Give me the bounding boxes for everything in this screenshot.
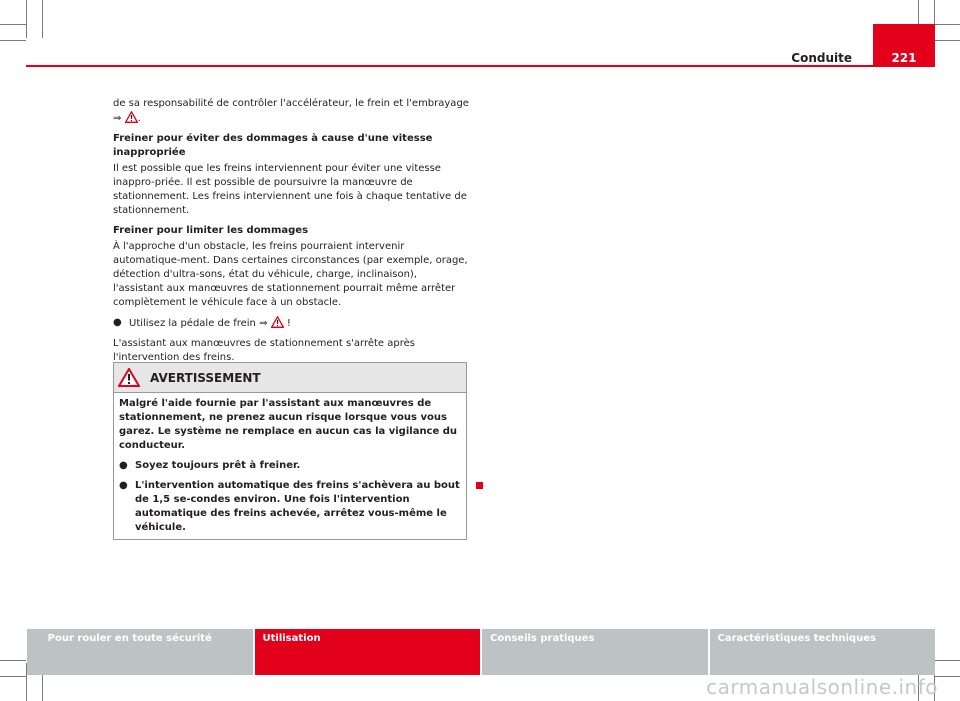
warning-title: AVERTISSEMENT	[150, 370, 261, 385]
crop-mark	[0, 40, 26, 41]
bullet-dot: ●	[119, 480, 128, 491]
section-heading: Freiner pour limiter les dommages	[113, 225, 309, 236]
crop-mark	[0, 660, 26, 661]
warning-triangle-icon	[118, 368, 140, 387]
cross-ref-arrow: ⇒	[259, 318, 268, 329]
section-end-marker	[476, 482, 483, 489]
bullet-dot: ●	[119, 460, 128, 471]
tab-utilisation[interactable]: Utilisation	[255, 629, 481, 675]
crop-mark	[935, 40, 960, 41]
list-item	[119, 479, 460, 535]
section-paragraph: À l'approche d'un obstacle, les freins pourraient intervenir automatique-ment. Dans certaines circonstances (par exemple, orage, détection d'ultra-sons, état du véhicule, charge, inclinaison), l'assistant aux manœuvres de stationnement pourrait même arrêter complètement le véhicule face à un obstacle.	[113, 241, 468, 308]
crop-mark	[935, 660, 960, 661]
intro-end: .	[137, 113, 141, 124]
warning-triangle-icon[interactable]	[271, 316, 284, 328]
closing-paragraph: L'assistant aux manœuvres de stationnement s'arrête après l'intervention des freins.	[113, 338, 415, 363]
warning-triangle-icon[interactable]	[125, 111, 138, 123]
crop-mark	[0, 24, 26, 25]
warning-header	[114, 363, 466, 393]
intro-paragraph	[113, 97, 469, 126]
tab-caracteristiques[interactable]: Caractéristiques techniques	[710, 629, 936, 675]
warning-box	[113, 362, 467, 540]
bullet-end: !	[286, 318, 291, 329]
warning-bullet-text: L'intervention automatique des freins s'achèvera au bout de 1,5 se-condes environ. Une fois l'intervention automatique des freins achevée, arrêtez vous-même le véhicule.	[135, 480, 460, 533]
cross-ref-arrow: ⇒	[113, 113, 122, 124]
main-text-column	[113, 97, 469, 371]
tab-pour-rouler[interactable]: Pour rouler en toute sécurité	[27, 629, 253, 675]
watermark: carmanualsonline.info	[706, 675, 938, 699]
footer-nav	[27, 629, 935, 675]
page-title: Conduite	[791, 51, 852, 65]
section-paragraph: Il est possible que les freins interviennent pour éviter une vitesse inappro-priée. Il est possible de poursuivre la manœuvre de stationnement. Les freins interviennent une fois à chaque tentative de stationnement.	[113, 163, 467, 216]
list-item	[113, 316, 469, 331]
crop-mark	[42, 0, 43, 38]
crop-mark	[0, 676, 26, 677]
crop-mark	[935, 24, 960, 25]
crop-mark	[935, 676, 960, 677]
bullet-text: Utilisez la pédale de frein	[129, 318, 256, 329]
bullet-dot: ●	[113, 317, 122, 328]
tab-conseils-pratiques[interactable]: Conseils pratiques	[482, 629, 708, 675]
header-rule	[26, 65, 935, 67]
list-item	[119, 459, 460, 473]
crop-mark	[26, 0, 27, 38]
intro-text: de sa responsabilité de contrôler l'accélérateur, le frein et l'embrayage	[113, 98, 469, 109]
warning-bullet-text: Soyez toujours prêt à freiner.	[135, 460, 301, 471]
warning-paragraph: Malgré l'aide fournie par l'assistant aux manœuvres de stationnement, ne prenez aucun risque lorsque vous vous garez. Le système ne remplace en aucun cas la vigilance du conducteur.	[119, 398, 458, 451]
section-heading: Freiner pour éviter des dommages à cause d'une vitesse inappropriée	[113, 133, 433, 158]
warning-body	[114, 393, 466, 539]
page-number: 221	[873, 24, 935, 67]
